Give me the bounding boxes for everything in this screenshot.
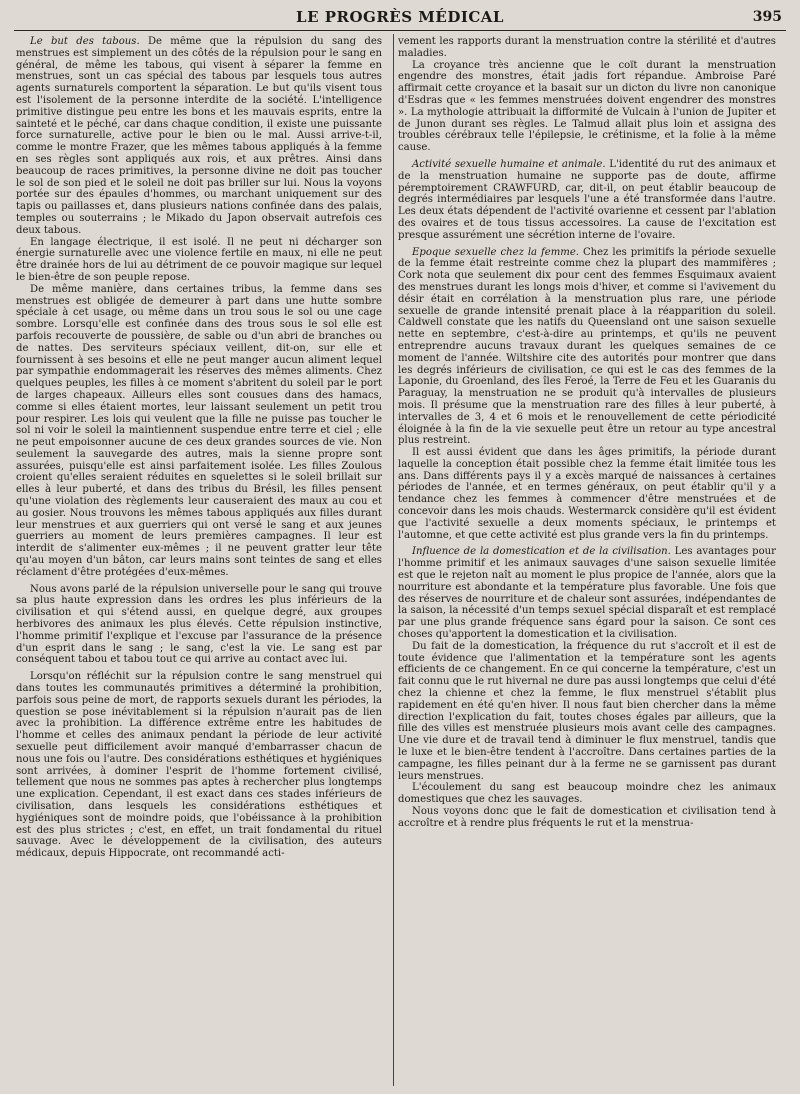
section-heading: Le but des tabous. <box>30 36 140 47</box>
paragraph <box>398 36 776 60</box>
page-header <box>14 8 786 30</box>
section-heading: Activité sexuelle humaine et animale. <box>412 158 606 170</box>
paragraph-text: Chez les primitifs la période sexuelle de la femme était restreinte comme chez la plupart des mammifères ; Cork nota que seulement dix pour cent des femmes Esquimaux avaient des menstrues durant les longs mois d'hiver, et comme si l'avivement du désir était en corrélation à la menstruation plus rare, une période sexuelle de grande intensité prenait place à la réapparition du soleil. Caldwell constate que les natifs du Queensland ont une saison sexuelle nette en septembre, c'est-à-dire au printemps, et qu'ils ne peuvent entreprendre aucuns travaux durant les quelques semaines de ce moment de l'année. Wiltshire cite des autorités pour montrer que dans les degrés inférieurs de civilisation, ce qui est le cas des femmes de la Laponie, du Groenland, des îles Feroé, la Terre de Feu et les Guaranis du Paraguay, la menstruation ne se produit qu'à intervalles de plusieurs mois. Il présume que la menstruation rare des filles à leur puberté, à intervalles de 3, 4 et 6 mois et le renouvellement de cette périodicité éloignée à la fin de la vie sexuelle peut être un retour au type ancestral plus restreint. <box>398 246 776 447</box>
paragraph <box>398 782 776 806</box>
paragraph <box>16 584 382 667</box>
paragraph <box>398 247 776 448</box>
left-column <box>16 36 382 1088</box>
paragraph <box>398 447 776 541</box>
section-heading: Influence de la domestication et de la civilisation. <box>412 546 671 558</box>
paragraph-text: Du fait de la domestication, la fréquence du rut s'accroît et il est de toute évidence que l'alimentation et la température sont les agents efficients de ce changement. En ce qui concerne la température, c'est un fait connu que le rut hivernal ne dure pas aussi longtemps que celui d'été chez la chienne et chez la femme, le flux menstruel s'établit plus rapidement en été qu'en hiver. Il nous faut bien chercher dans la même direction l'explication du fait, toutes choses égales par ailleurs, que la fille des villes est menstruée plusieurs mois avant celle des campagnes. Une vie dure et de travail tend à diminuer le flux menstruel, tandis que le luxe et le bien-être tendent à l'accroître. Dans certaines parties de la campagne, les filles peinant dur à la ferme ne se garnissent pas durant leurs menstrues. <box>398 640 776 782</box>
header-rule <box>14 30 786 31</box>
paragraph <box>16 284 382 579</box>
paragraph-text: L'écoulement du sang est beaucoup moindre chez les animaux domestiques que chez les sauvages. <box>398 782 776 806</box>
paragraph-text: Il est aussi évident que dans les âges primitifs, la période durant laquelle la conception était possible chez la femme était limitée tous les ans. Dans différents pays il y a excès marqué de naissances à certaines périodes de l'année, et en termes généraux, on peut établir qu'il y a tendance chez les femmes à commencer d'être menstruées et de concevoir dans les mois chauds. Westermarck considère qu'il est évident que l'activité sexuelle a deux moments spéciaux, le printemps et l'automne, et que cette activité est plus grande vers la fin du printemps. <box>398 447 776 541</box>
paragraph-text: De même que la répulsion du sang des menstrues est simplement un des côtés de la répulsion pour le sang en général, de même les tabous, qui visent à séparer la femme en menstrues, sont un cas spécial des tabous par lesquels tous autres agents surnaturels comportent la séparation. Le but qu'ils visent tous est l'isolement de la personne interdite de la société. L'intelligence primitive distingue peu entre les bons et les mauvais esprits, entre la sainteté et le péché, car dans chaque condition, il existe une puissante force surnaturelle, active pour le bien ou le mal. Aussi arrive-t-il, comme le montre Frazer, que les mêmes tabous appliqués à la femme en ses règles sont appliqués aux rois, et aux prêtres. Ainsi dans beaucoup de races primitives, la personne divine ne doit pas toucher le sol de son pied et le soleil ne doit pas briller sur lui. Nous la voyons portée sur des épaules d'hommes, ou marchant uniquement sur des tapis ou paillasses et, dans plusieurs nations confinée dans des palais, temples ou souterrains ; le Mikado du Japon observait autrefois ces deux tabous. <box>16 36 382 236</box>
page-number: 395 <box>752 9 782 25</box>
paragraph-text: L'identité du rut des animaux et de la menstruation humaine ne supporte pas de doute, affirme péremptoirement CRAWFURD, car, dit-il, on peut établir beaucoup de degrés intermédiaires par lesquels l'une a été transformée dans l'autre. Les deux états dépendent de l'activité ovarienne et cessent par l'ablation des ovaires et de tous tissus accessoires. La cause de l'excitation est presque assurément une sécrétion interne de l'ovaire. <box>398 158 776 241</box>
paragraph-text: Nous voyons donc que le fait de domestication et civilisation tend à accroître et à rendre plus fréquents le rut et la menstrua- <box>398 806 776 829</box>
column-divider <box>393 34 394 1086</box>
paragraph-text: Nous avons parlé de la répulsion universelle pour le sang qui trouve sa plus haute expression dans les ordres les plus inférieurs de la civilisation et qui s'étend aussi, en quelque degré, aux groupes herbivores des animaux les plus élevés. Cette répulsion instinctive, l'homme primitif l'explique et l'excuse par l'assurance de la présence d'un esprit dans le sang ; le sang, c'est la vie. Le sang est par conséquent tabou et tabou tout ce qui arrive au contact avec lui. <box>16 583 382 666</box>
paragraph <box>16 237 382 284</box>
paragraph <box>398 641 776 783</box>
paragraph-text: En langage électrique, il est isolé. Il ne peut ni décharger son énergie surnaturelle avec une violence fertile en maux, ni elle ne peut être drainée hors de lui au détriment de ce pouvoir magique sur lequel le bien-être de son peuple repose. <box>16 236 382 283</box>
paragraph-text: Lorsqu'on réfléchit sur la répulsion contre le sang menstruel qui dans toutes les communautés primitives a déterminé la prohibition, parfois sous peine de mort, de rapports sexuels durant les périodes, la question se pose inévitablement si la répulsion n'aurait pas de lien avec la prohibition. La différence extrême entre les habitudes de l'homme et celles des animaux pendant la période de leur activité sexuelle peut difficilement avoir manqué d'embarrasser chacun de nous une fois ou l'autre. Des considérations esthétiques et hygiéniques sont arrivées, à dominer l'esprit de l'homme fortement civilisé, tellement que nous ne sommes pas aptes à rechercher plus longtemps une explication. Cependant, il est exact dans ces stades inférieurs de civilisation, dans lesquels les considérations esthétiques et hygiéniques sont de moindre poids, que l'obéissance à la prohibition est des plus strictes ; c'est, en effet, un trait fondamental du rituel sauvage. Avec le développement de la civilisation, des auteurs médicaux, depuis Hippocrate, ont recommandé acti- <box>16 671 382 860</box>
paragraph-text: Les avantages pour l'homme primitif et les animaux sauvages d'une saison sexuelle limitée est que le rejeton naît au moment le plus propice de l'année, alors que la nourriture est abondante et la température plus favorable. Une fois que des réserves de nourriture et de chaleur sont assurées, indépendantes de la saison, la nécessité d'un temps sexuel spécial disparaît et est remplacé par une plus grande fréquence sans égard pour la saison. Ce sont ces choses qu'apportent la domestication et la civilisation. <box>398 546 776 641</box>
paragraph <box>398 546 776 640</box>
running-title: LE PROGRÈS MÉDICAL <box>296 8 504 26</box>
paragraph <box>398 806 776 830</box>
paragraph-text: vement les rapports durant la menstruation contre la stérilité et d'autres maladies. <box>398 36 776 59</box>
paragraph <box>16 671 382 860</box>
paragraph <box>398 60 776 154</box>
paragraph <box>398 159 776 242</box>
section-heading: Epoque sexuelle chez la femme. <box>412 246 580 258</box>
paragraph-text: La croyance très ancienne que le coït durant la menstruation engendre des monstres, était jadis fort répandue. Ambroise Paré affirmait cette croyance et la basait sur un dicton du livre non canonique d'Esdras que « les femmes menstruées doivent engendrer des monstres ». La mythologie attribuait la difformité de Vulcain à l'union de Jupiter et de Junon durant ses règles. Le Talmud allait plus loin et assigna des troubles cérébraux telle l'épilepsie, le crétinisme, et la folie à la même cause. <box>398 59 776 154</box>
right-column <box>398 36 776 1088</box>
paragraph-text: De même manière, dans certaines tribus, la femme dans ses menstrues est obligée de demeurer à part dans une hutte sombre spéciale à cet usage, ou même dans un trou sous le sol ou une cage sombre. Lorsqu'elle est confinée dans des trous sous le sol elle est parfois recouverte de poussière, de sable ou d'un abri de branches ou de nattes. Des serviteurs spéciaux veillent, dit-on, sur elle et fournissent à ses besoins et elle ne peut manger aucun aliment lequel par sympathie endommagerait les réserves des mêmes aliments. Chez quelques peuples, les filles à ce moment s'abritent du soleil par le port de larges chapeaux. Ailleurs elles sont cousues dans des hamacs, comme si elles étaient mortes, leur laissant seulement un petit trou pour respirer. Les lois qui veulent que la fille ne puisse pas toucher le sol ni voir le soleil la maintiennent suspendue entre terre et ciel ; elle ne peut empoisonner aucune de ces deux grandes sources de vie. Non seulement la sauvegarde des autres, mais la sienne propre sont assurées, puisqu'elle est ainsi parfaitement isolée. Les filles Zoulous croient qu'elles seraient réduites en squelettes si le soleil brillait sur elles à leur puberté, et dans des tribus du Brésil, les filles pensent qu'une violation des règlements leur causeraient des maux au cou et au gosier. Nous trouvons les mêmes tabous appliqués aux filles durant leur menstrues et aux guerriers qui ont versé le sang et aux jeunes guerriers au moment de leurs premières campagnes. Il leur est interdit de s'alimenter eux-mêmes ; il ne peuvent gratter leur tête qu'au moyen d'un bâton, car leurs mains sont teintes de sang et elles réclament d'être protégées d'eux-mêmes. <box>16 283 382 578</box>
paragraph <box>16 36 382 237</box>
